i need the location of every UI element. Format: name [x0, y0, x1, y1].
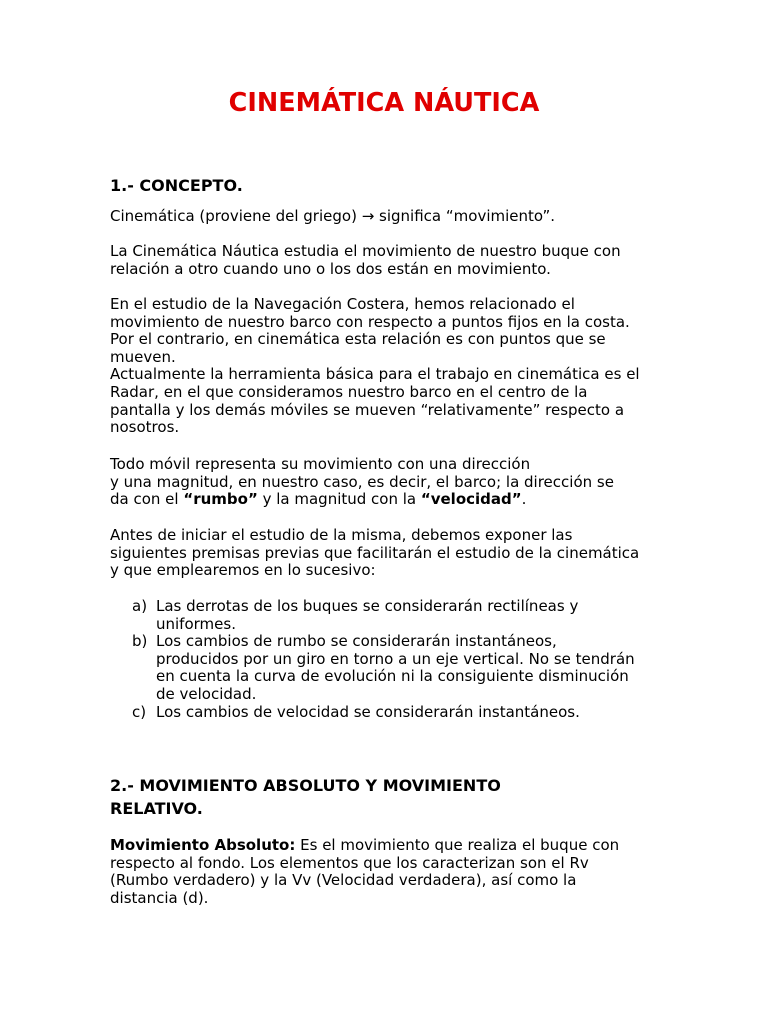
- paragraph-line: distancia (d).: [110, 888, 209, 907]
- list-item-line: Los cambios de velocidad se considerarán instantáneos.: [156, 703, 580, 721]
- section-1-paragraph-3: [110, 296, 670, 437]
- list-item-line: en cuenta la curva de evolución ni la consiguiente disminución: [156, 667, 629, 686]
- section-1-paragraph-5: [110, 527, 670, 580]
- text-run: .: [521, 490, 527, 509]
- paragraph-line: mueven.: [110, 347, 176, 366]
- paragraph-line: Actualmente la herramienta básica para el trabajo en cinemática es el: [110, 365, 640, 384]
- paragraph-line: y que emplearemos en lo sucesivo:: [110, 561, 376, 580]
- section-2-paragraph-1: [110, 837, 670, 907]
- paragraph-line: Radar, en el que consideramos nuestro barco en el centro de la: [110, 382, 588, 401]
- bold-term-movimiento-absoluto: Movimiento Absoluto:: [110, 836, 296, 854]
- paragraph-line: La Cinemática Náutica estudia el movimiento de nuestro buque con: [110, 242, 621, 260]
- paragraph-line: movimiento de nuestro barco con respecto a puntos fijos en la costa.: [110, 312, 630, 331]
- text-run: Es el movimiento que realiza el buque con: [295, 836, 620, 854]
- list-item-line: de velocidad.: [156, 684, 257, 703]
- paragraph-line: Por el contrario, en cinemática esta relación es con puntos que se: [110, 330, 606, 349]
- list-item-line: uniformes.: [156, 614, 236, 633]
- arrow-right-icon: →: [361, 207, 375, 225]
- paragraph-line: Todo móvil representa su movimiento con una dirección: [110, 455, 531, 473]
- list-marker: b): [132, 632, 148, 650]
- heading-line: 2.- MOVIMIENTO ABSOLUTO Y MOVIMIENTO: [110, 776, 501, 795]
- paragraph-line: y una magnitud, en nuestro caso, es decir, el barco; la dirección se: [110, 472, 614, 491]
- section-1-paragraph-1: [110, 208, 670, 226]
- paragraph-line: [110, 837, 670, 855]
- list-marker: c): [132, 703, 147, 721]
- section-1-paragraph-2: [110, 243, 670, 278]
- list-item-line: producidos por un giro en torno a un eje vertical. No se tendrán: [156, 649, 635, 668]
- paragraph-line: Antes de iniciar el estudio de la misma, debemos exponer las: [110, 526, 573, 544]
- list-marker: a): [132, 597, 148, 615]
- heading-line: RELATIVO.: [110, 799, 203, 818]
- paragraph-line: (Rumbo verdadero) y la Vv (Velocidad verdadera), así como la: [110, 871, 577, 890]
- text-run: y la magnitud con la: [257, 490, 421, 509]
- section-1-paragraph-4: [110, 456, 670, 509]
- list-item-line: Las derrotas de los buques se considerarán rectilíneas y: [156, 597, 579, 615]
- text-run: da con el: [110, 490, 184, 509]
- document-title: CINEMÁTICA NÁUTICA: [228, 88, 540, 118]
- bold-term-rumbo: “rumbo”: [183, 490, 258, 509]
- paragraph-line: pantalla y los demás móviles se mueven “relativamente” respecto a: [110, 400, 625, 419]
- text-run: Cinemática (proviene del griego): [110, 207, 362, 225]
- paragraph-line: nosotros.: [110, 418, 180, 437]
- paragraph-line: siguientes premisas previas que facilitarán el estudio de la cinemática: [110, 543, 640, 562]
- paragraph-line: [110, 208, 670, 226]
- section-1-heading: 1.- CONCEPTO.: [110, 176, 243, 195]
- paragraph-line: respecto al fondo. Los elementos que los caracterizan son el Rv: [110, 853, 589, 872]
- paragraph-line: relación a otro cuando uno o los dos están en movimiento.: [110, 259, 551, 278]
- paragraph-line: En el estudio de la Navegación Costera, hemos relacionado el: [110, 295, 575, 313]
- paragraph-line: [110, 491, 670, 509]
- section-2-heading: [110, 774, 670, 820]
- text-run: significa “movimiento”.: [374, 207, 556, 225]
- bold-term-velocidad: “velocidad”: [420, 490, 522, 509]
- list-item-line: Los cambios de rumbo se considerarán instantáneos,: [156, 632, 557, 650]
